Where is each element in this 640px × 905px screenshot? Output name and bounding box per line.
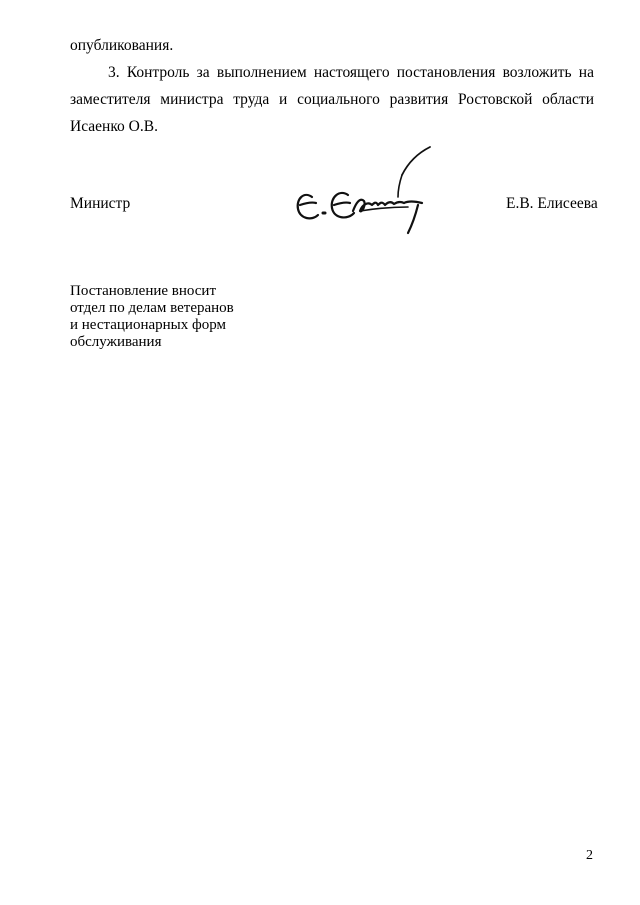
paragraph-3-line-1: 3. Контроль за выполнением настоящего постановления возложить на	[108, 64, 594, 81]
submitted-by-note	[70, 283, 234, 351]
submitted-by-line-4: обслуживания	[70, 334, 162, 350]
continuation-line: опубликования.	[70, 37, 174, 54]
signatory-name: Е.В. Елисеева	[506, 195, 598, 212]
submitted-by-line-2: отдел по делам ветеранов	[70, 300, 234, 316]
position-title: Министр	[70, 195, 131, 212]
paragraph-3-line-2: заместителя министра труда и социального развития Ростовской области	[70, 91, 594, 108]
submitted-by-line-3: и нестационарных форм	[70, 317, 226, 333]
handwritten-signature	[290, 145, 435, 237]
paragraph-3-line-3: Исаенко О.В.	[70, 118, 158, 135]
page-number: 2	[586, 848, 593, 863]
submitted-by-line-1: Постановление вносит	[70, 283, 217, 299]
